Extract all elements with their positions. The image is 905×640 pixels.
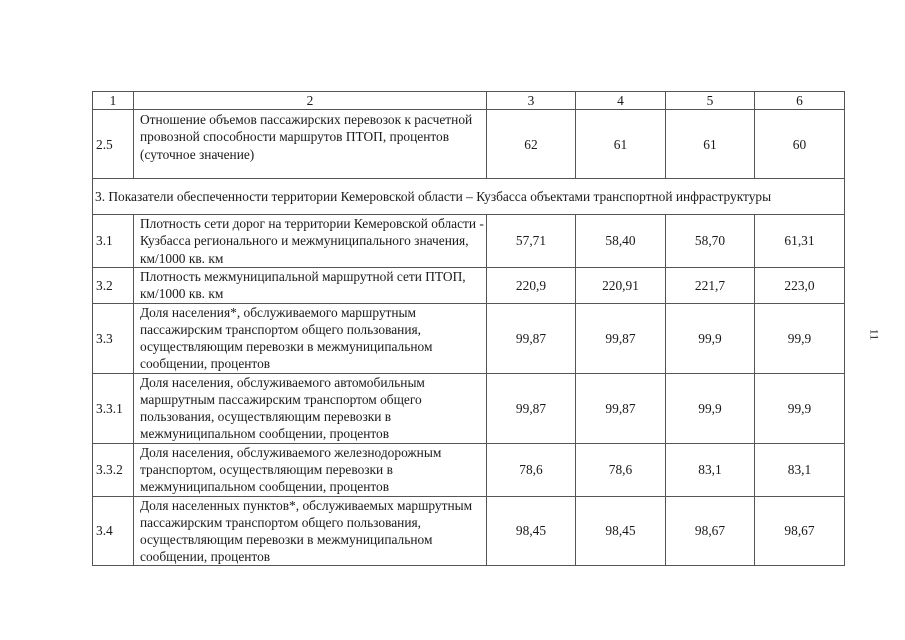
table-row (93, 303, 845, 373)
indicators-table (92, 91, 845, 566)
value-cell: 98,67 (666, 496, 755, 566)
table-row (93, 496, 845, 566)
value-cell: 83,1 (755, 443, 845, 496)
value-cell: 83,1 (666, 443, 755, 496)
value-cell: 223,0 (755, 267, 845, 303)
value-cell: 99,9 (666, 303, 755, 373)
value-cell: 220,91 (576, 267, 666, 303)
value-cell: 99,87 (576, 373, 666, 443)
value-cell: 220,9 (487, 267, 576, 303)
value-cell: 99,87 (576, 303, 666, 373)
value-cell: 99,9 (755, 373, 845, 443)
header-cell: 4 (576, 92, 666, 110)
value-cell: 78,6 (487, 443, 576, 496)
row-description: Доля населения, обслуживаемого железнодорожным транспортом, осуществляющим перевозки в межмуниципальном сообщении, процентов (134, 443, 487, 496)
value-cell: 78,6 (576, 443, 666, 496)
header-cell: 1 (93, 92, 134, 110)
value-cell: 99,9 (755, 303, 845, 373)
table-row (93, 215, 845, 268)
value-cell: 58,40 (576, 215, 666, 268)
row-number: 3.2 (93, 267, 134, 303)
value-cell: 98,67 (755, 496, 845, 566)
row-number: 3.4 (93, 496, 134, 566)
header-cell: 3 (487, 92, 576, 110)
value-cell: 58,70 (666, 215, 755, 268)
row-number: 3.3 (93, 303, 134, 373)
value-cell: 99,87 (487, 303, 576, 373)
row-number: 3.3.2 (93, 443, 134, 496)
header-cell: 2 (134, 92, 487, 110)
row-number: 3.3.1 (93, 373, 134, 443)
table-row (93, 267, 845, 303)
value-cell: 98,45 (487, 496, 576, 566)
value-cell: 99,9 (666, 373, 755, 443)
section-row (93, 179, 845, 215)
value-cell: 99,87 (487, 373, 576, 443)
header-cell: 6 (755, 92, 845, 110)
value-cell: 62 (487, 110, 576, 179)
value-cell: 57,71 (487, 215, 576, 268)
row-description: Доля населенных пунктов*, обслуживаемых маршрутным пассажирским транспортом общего пользования, осуществляющим перевозки в межмуниципальном сообщении, процентов (134, 496, 487, 566)
row-description: Плотность межмуниципальной маршрутной сети ПТОП, км/1000 кв. км (134, 267, 487, 303)
row-description: Плотность сети дорог на территории Кемеровской области - Кузбасса регионального и межмуниципального значения, км/1000 кв. км (134, 215, 487, 268)
row-description: Отношение объемов пассажирских перевозок к расчетной провозной способности маршрутов ПТОП, процентов (суточное значение) (134, 110, 487, 179)
row-description: Доля населения*, обслуживаемого маршрутным пассажирским транспортом общего пользования, осуществляющим перевозки в межмуниципальном сообщении, процентов (134, 303, 487, 373)
row-number: 3.1 (93, 215, 134, 268)
value-cell: 61 (666, 110, 755, 179)
section-heading: 3. Показатели обеспеченности территории Кемеровской области – Кузбасса объектами транспортной инфраструктуры (93, 179, 845, 215)
value-cell: 221,7 (666, 267, 755, 303)
value-cell: 61,31 (755, 215, 845, 268)
column-number-row (93, 92, 845, 110)
table-row (93, 373, 845, 443)
value-cell: 61 (576, 110, 666, 179)
row-description: Доля населения, обслуживаемого автомобильным маршрутным пассажирским транспортом общего пользования, осуществляющим перевозки в межмуниципальном сообщении, процентов (134, 373, 487, 443)
header-cell: 5 (666, 92, 755, 110)
value-cell: 60 (755, 110, 845, 179)
value-cell: 98,45 (576, 496, 666, 566)
page-number: 11 (867, 328, 882, 341)
table-row (93, 443, 845, 496)
table-row (93, 110, 845, 179)
row-number: 2.5 (93, 110, 134, 179)
